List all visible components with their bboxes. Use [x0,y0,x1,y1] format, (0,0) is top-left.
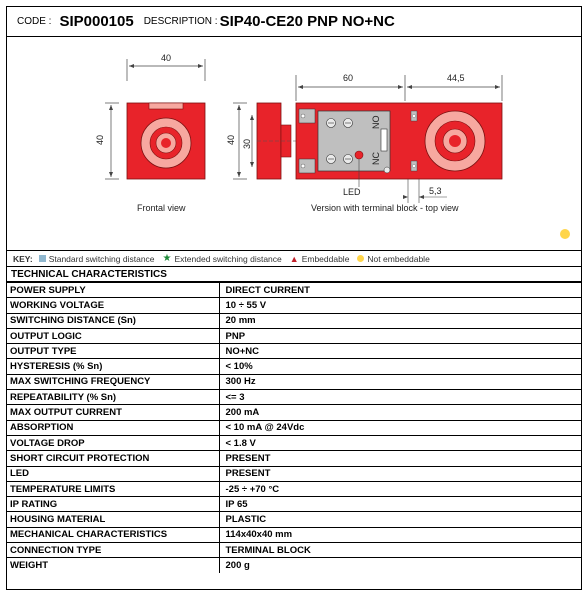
tech-label: MECHANICAL CHARACTERISTICS [7,527,219,542]
table-row [7,435,581,450]
table-row [7,298,581,313]
label-nc: NC [371,152,381,165]
dim-side-height: 40 [226,134,236,145]
tech-value: <= 3 [219,390,581,405]
table-row [7,558,581,573]
tech-label: VOLTAGE DROP [7,435,219,450]
dim-block-width: 60 [343,73,354,83]
table-row [7,466,581,481]
tech-label: OUTPUT LOGIC [7,328,219,343]
tech-label: TEMPERATURE LIMITS [7,481,219,496]
tech-value: DIRECT CURRENT [219,283,581,298]
datasheet [6,6,582,590]
table-row [7,344,581,359]
key-item-not-embeddable [357,254,429,264]
table-row [7,512,581,527]
led-indicator-icon [355,151,363,159]
table-row [7,374,581,389]
table-row [7,481,581,496]
tech-label: MAX OUTPUT CURRENT [7,405,219,420]
caption-front: Frontal view [137,203,186,213]
table-row [7,359,581,374]
dot-icon [357,255,364,262]
tech-label: REPEATABILITY (% Sn) [7,390,219,405]
key-item-text: Extended switching distance [174,253,282,264]
table-row [7,390,581,405]
key-item-text: Not embeddable [367,253,430,264]
triangle-icon: ▲ [289,253,299,264]
dim-side-inner: 30 [242,138,252,149]
frontal-view [95,53,205,213]
tech-value: TERMINAL BLOCK [219,543,581,558]
tech-value: 300 Hz [219,374,581,389]
technical-drawing [7,37,581,251]
table-row [7,328,581,343]
tech-label: SHORT CIRCUIT PROTECTION [7,451,219,466]
code-label: CODE : [17,16,52,27]
tech-value: < 1.8 V [219,435,581,450]
square-icon [39,255,46,262]
tech-value: 10 ÷ 55 V [219,298,581,313]
tech-value: 20 mm [219,313,581,328]
product-description: SIP40-CE20 PNP NO+NC [219,13,395,30]
dim-front-width: 40 [161,53,172,63]
dim-front-height: 40 [95,134,105,145]
tech-value: PRESENT [219,466,581,481]
table-row [7,313,581,328]
table-row [7,451,581,466]
description-label: DESCRIPTION : [143,16,218,27]
tech-label: ABSORPTION [7,420,219,435]
label-no: NO [371,115,381,129]
table-row [7,283,581,298]
key-item-extended [163,253,282,264]
key-item-embeddable [290,254,350,264]
tech-value: < 10% [219,359,581,374]
tech-value: 200 g [219,558,581,573]
switch-icon [381,129,387,151]
key-item-standard [39,254,155,264]
header [7,7,581,37]
tech-label: SWITCHING DISTANCE (Sn) [7,313,219,328]
dim-small: 5,3 [429,186,442,196]
key-legend [7,251,581,267]
tech-value: PLASTIC [219,512,581,527]
tech-label: IP RATING [7,497,219,512]
tech-value: -25 ÷ +70 °C [219,481,581,496]
key-item-text: Standard switching distance [48,253,155,264]
table-row [7,405,581,420]
tech-value: PNP [219,328,581,343]
product-code: SIP000105 [59,13,134,30]
star-icon: ★ [162,253,172,264]
side-view [226,103,297,179]
tech-title: TECHNICAL CHARACTERISTICS [7,267,581,282]
tech-label: CONNECTION TYPE [7,543,219,558]
table-row [7,497,581,512]
not-embeddable-dot-icon [560,229,570,239]
tech-value: 114x40x40 mm [219,527,581,542]
dim-head-width: 44,5 [447,73,465,83]
tech-table [7,282,581,573]
tech-label: WORKING VOLTAGE [7,298,219,313]
tech-label: OUTPUT TYPE [7,344,219,359]
label-led: LED [343,187,361,197]
tech-label: HYSTERESIS (% Sn) [7,359,219,374]
tech-value: PRESENT [219,451,581,466]
tech-value: IP 65 [219,497,581,512]
tech-label: POWER SUPPLY [7,283,219,298]
key-label: KEY: [13,253,33,264]
tech-value: NO+NC [219,344,581,359]
tech-label: MAX SWITCHING FREQUENCY [7,374,219,389]
tech-label: HOUSING MATERIAL [7,512,219,527]
tech-value: 200 mA [219,405,581,420]
table-row [7,543,581,558]
top-view [296,73,502,213]
drawing-svg [7,37,581,250]
caption-top: Version with terminal block - top view [311,203,459,213]
table-row [7,420,581,435]
tech-value: < 10 mA @ 24Vdc [219,420,581,435]
tech-label: LED [7,466,219,481]
table-row [7,527,581,542]
tech-label: WEIGHT [7,558,219,573]
key-item-text: Embeddable [301,253,350,264]
